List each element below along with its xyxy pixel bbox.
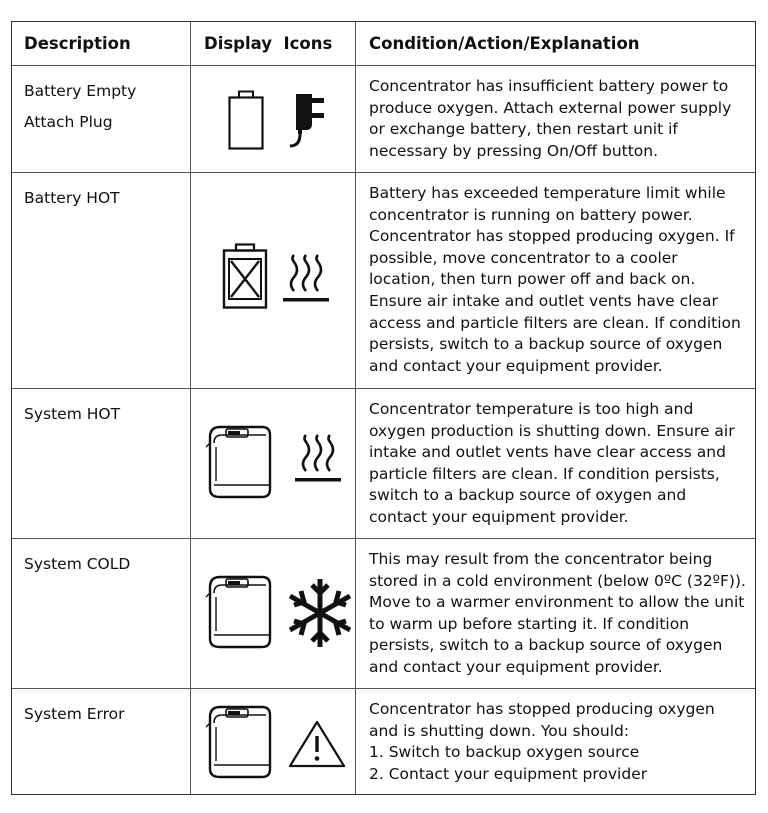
row-explanation: This may result from the concentrator being stored in a cold environment (below 0ºC (32ºF)). Move to a warmer environment to allow the unit to warm up before starting it. If condition persists, switch to a backup source of oxygen and contact your equipment provider. [369,550,746,676]
row-explanation: Battery has exceeded temperature limit while concentrator is running on battery power. Concentrator has stopped producing oxygen. If possible, move concentrator to a cooler location, then turn power off and back on. Ensure air intake and outlet vents have clear access and particle filters are clean. If condition persists, switch to a backup source of oxygen and contact your equipment provider. [369,184,741,375]
description-line: Battery Empty [24,82,137,100]
row-explanation: Concentrator has insufficient battery power to produce oxygen. Attach external power supply or exchange battery, then restart unit if necessary by pressing On/Off button. [369,77,732,160]
row-icons [190,689,355,794]
table-row [12,65,755,172]
description-line: Attach Plug [24,113,113,131]
row-icons [190,389,355,538]
table-row [12,172,755,388]
column-divider [355,22,356,794]
concentrator-icon [204,423,274,501]
row-description [12,689,190,730]
description-line: System Error [24,705,125,723]
battery-x-icon [222,243,268,309]
row-icons [190,539,355,688]
row-description [12,539,190,580]
column-divider [190,22,191,794]
header-icons: Display Icons [204,34,333,53]
row-description [12,173,190,214]
header-description: Description [24,34,131,53]
description-line: Battery HOT [24,189,120,207]
description-line: System COLD [24,555,131,573]
row-icons [190,66,355,172]
empty-battery-icon [228,90,264,150]
header-condition: Condition/Action/Explanation [369,34,640,53]
snowflake-icon [288,577,352,649]
table-row [12,388,755,538]
alarm-table [11,21,756,795]
row-explanation: Concentrator temperature is too high and oxygen production is shutting down. Ensure air intake and outlet vents have clear access and particle filters are clean. If condition persists, switch to a backup source of oxygen and contact your equipment provider. [369,400,735,526]
table-row [12,538,755,688]
concentrator-icon [204,573,274,651]
power-plug-icon [288,94,330,150]
table-row [12,688,755,794]
heat-icon [282,253,330,305]
concentrator-icon [204,703,274,781]
row-icons [190,173,355,388]
row-description [12,389,190,430]
heat-icon [294,433,342,485]
row-explanation: Concentrator has stopped producing oxygen and is shutting down. You should: 1. Switch to backup oxygen source 2. Contact your equipment provider [369,700,715,783]
row-description [12,66,190,138]
description-line: System HOT [24,405,121,423]
header-row [12,22,755,65]
warning-triangle-icon [288,719,346,769]
